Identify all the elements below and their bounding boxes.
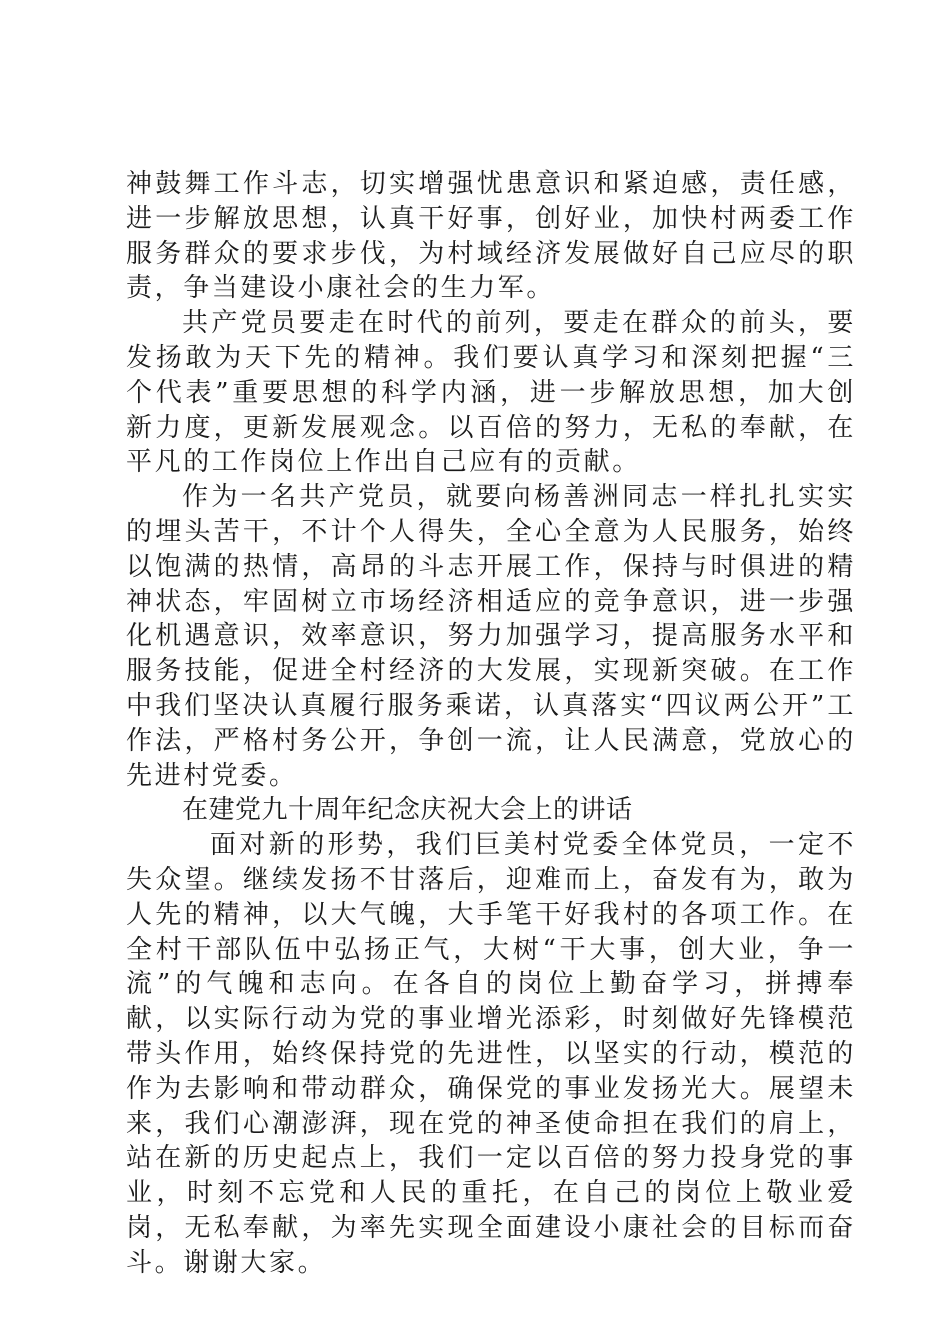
paragraph-vanguard: 共产党员要走在时代的前列，要走在群众的前头，要发扬敢为天下先的精神。我们要认真学习和深刻把握“三个代表”重要思想的科学内涵，进一步解放思想，加大创新力度，更新发展观念。以百倍的努力，无私的奉献，在平凡的工作岗位上作出自己应有的贡献。	[126, 308, 856, 478]
speech-title: 在建党九十周年纪念庆祝大会上的讲话	[182, 795, 633, 826]
paragraph-party-member: 作为一名共产党员，就要向杨善洲同志一样扎扎实实的埋头苦干，不计个人得失，全心全意为人民服务，始终以饱满的热情，高昂的斗志开展工作，保持与时俱进的精神状态，牢固树立市场经济相适应的竞争意识，进一步强化机遇意识，效率意识，努力加强学习，提高服务水平和服务技能，促进全村经济的大发展，实现新突破。在工作中我们坚决认真履行服务乘诺，认真落实“四议两公开”工作法，严格村务公开，争创一流，让人民满意，党放心的先进村党委。	[126, 482, 856, 791]
paragraph-continuation: 神鼓舞工作斗志，切实增强忧患意识和紧迫感，责任感，进一步解放思想，认真干好事，创好业，加快村两委工作服务群众的要求步伐，为村域经济发展做好自己应尽的职责，争当建设小康社会的生力军。	[126, 169, 856, 304]
paragraph-new-situation: 面对新的形势，我们巨美村党委全体党员，一定不失众望。继续发扬不甘落后，迎难而上，奋发有为，敢为人先的精神，以大气魄，大手笔干好我村的各项工作。在全村干部队伍中弘扬正气，大树“干大事，创大业，争一流”的气魄和志向。在各自的岗位上勤奋学习，拼搏奉献，以实际行动为党的事业增光添彩，时刻做好先锋模范带头作用，始终保持党的先进性，以坚实的行动，模范的作为去影响和带动群众，确保党的事业发扬光大。展望未来，我们心潮澎湃，现在党的神圣使命担在我们的肩上，站在新的历史起点上，我们一定以百倍的努力投身党的事业，时刻不忘党和人民的重托，在自己的岗位上敬业爱岗，无私奉献，为率先实现全面建设小康社会的目标而奋斗。谢谢大家。	[126, 830, 856, 1278]
document-body	[126, 167, 856, 1281]
